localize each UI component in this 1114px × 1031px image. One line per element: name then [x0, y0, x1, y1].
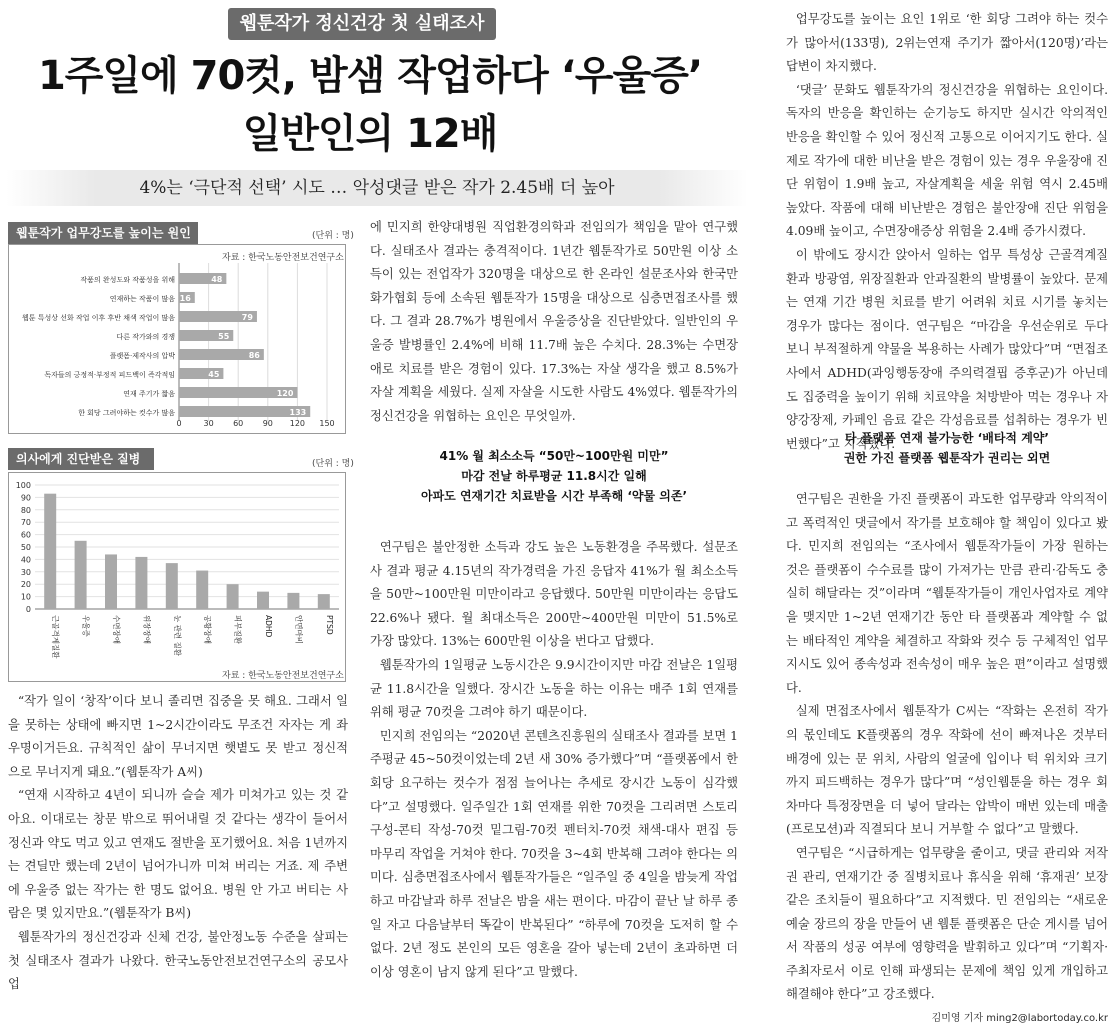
- column3-bottom-text: [786, 488, 1108, 1031]
- column2-top-text: [370, 216, 738, 428]
- chart2-category-label: 위장장애: [142, 615, 152, 644]
- chart1-unit: (단위 : 명): [312, 231, 354, 241]
- chart2-tick-label: 90: [20, 493, 31, 503]
- chart2-box: [8, 472, 346, 682]
- chart2-tick-label: 70: [20, 518, 31, 528]
- col3-paragraph: ‘댓글’ 문화도 웹툰작가의 정신건강을 위협하는 요인이다. 독자의 반응을 확인하는 순기능도 하지만 실시간 악의적인 반응을 확인할 수 있어 정신적 고통으로 이어지기도 한다. 실제로 작가에 대한 비난을 받은 경험이 있는 경우 우울장애 진단 위험이 1.9배 높고, 자살계획을 세울 위험 역시 2.45배 높았다. 작품에 대해 비난받은 경험은 불안장애 진단 위험을 4.09배 높이고, 수면장애증상 위험을 2.4배 증가시켰다.: [786, 82, 1108, 239]
- col3-paragraph: 업무강도를 높이는 요인 1위로 ‘한 회당 그려야 하는 컷수가 많아서(133명), 2위는연재 주기가 짧아서(120명)’라는 답변이 차지했다.: [786, 12, 1108, 74]
- chart1-category-label: 웹툰 특성상 선화 작업 이후 후반 채색 작업이 많음: [21, 314, 175, 322]
- chart2-tick-label: 40: [20, 555, 31, 565]
- chart2-bar: [166, 563, 178, 609]
- sidebox-line: 마감 전날 하루평균 11.8시간 일해: [461, 469, 647, 483]
- chart2-bar: [227, 584, 239, 609]
- chart2-tick-label: 0: [25, 605, 31, 614]
- col1-paragraph: 웹툰작가의 정신건강과 신체 건강, 불안정노동 수준을 살피는 첫 실태조사 결과가 나왔다. 한국노동안전보건연구소의 공모사업: [8, 929, 348, 992]
- chart2-tick-label: 50: [20, 543, 31, 552]
- chart1-value-label: 48: [211, 275, 223, 284]
- chart1-category-label: 한 회당 그려야하는 컷수가 많음: [78, 409, 175, 417]
- col2-paragraph: 에 민지희 한양대병원 직업환경의학과 전임의가 책임을 맡아 연구했다. 실태조사 결과는 충격적이다. 1년간 웹툰작가로 50만원 이상 소득이 있는 전업작가 320명을 대상으로 한 온라인 설문조사와 한국만화가협회 등에 소속된 웹툰작가 15명을 대상으로 심층면접조사를 했다. 그 결과 28.7%가 병원에서 우울증상을 진단받았다. 일반인의 우울증 발병률인 2.4%에 비해 11.7배 높은 수치다. 28.3%는 수면장애로 치료를 받은 경험이 있다. 17.3%는 자살 생각을 했고 8.5%가 자살 계획을 세웠다. 실제 자살을 시도한 사람도 4%였다. 웹툰작가의 정신건강을 위협하는 요인은 무엇일까.: [370, 220, 738, 423]
- chart2-bar: [257, 592, 269, 609]
- chart2-category-label: 안면마비: [294, 615, 304, 644]
- col3-paragraph: 연구팀은 “시급하게는 업무량을 줄이고, 댓글 관리와 저작권 관리, 연재기간 중 질병치료나 휴식을 위해 ‘휴재권’ 보장 같은 조치들이 필요하다”고 지적했다. 민 전임의는 “새로운 예술 장르의 장을 만들어 낸 웹툰 플랫폼은 단순 게시를 넘어서 작품의 성공 여부에 영향력을 발휘하고 있다”며 “기획자·주최자로서 이로 인해 파생되는 문제에 책임 있게 개입하고 해결해야 한다”고 강조했다.: [786, 845, 1108, 1002]
- chart2-tick-label: 20: [20, 580, 31, 590]
- chart1-category-label: 작품의 완성도와 작품성을 위해: [80, 276, 175, 284]
- chart1-category-label: 독자들의 긍정적·부정적 피드백이 즉각적임: [44, 371, 175, 379]
- chart1-box: [8, 244, 346, 434]
- chart1-category-label: 플랫폼·제작사의 압박: [109, 352, 175, 360]
- chart2-tick-label: 10: [20, 592, 31, 602]
- chart1-value-label: 45: [208, 370, 220, 379]
- sidebox2-line: 권한 가진 플랫폼 웹툰작가 권리는 외면: [843, 451, 1051, 465]
- column1-text: [8, 690, 348, 997]
- headline-line2: 일반인의 12배: [242, 111, 498, 157]
- col2-paragraph: 민지희 전임의는 “2020년 콘텐츠진흥원의 실태조사 결과를 보면 1주평균 45~50컷이었는데 2년 새 30% 증가했다”며 “플랫폼에서 한 회당 요구하는 컷수가 점점 늘어나는 추세로 장시간 노동이 심각했다”고 설명했다. 일주일간 1회 연재를 위한 70컷을 그리려면 스토리 구성-콘티 작성-70컷 밑그림-70컷 펜터치-70컷 채색-대사 편집 등 마무리 작업을 거쳐야 한다. 70컷을 3~4회 반복해 그려야 한다는 의미다. 심층면접조사에서 웹툰작가들은 “일주일 중 4일을 밤늦게 작업하고 마감날과 하루 전날은 밤을 새는 편이다. 마감이 끝난 날 하루 종일 자고 다음날부터 똑같이 반복된다” “하루에 70컷을 도저히 할 수 없다. 2년 정도 본인의 모든 영혼을 갈아 넣는데 2년이 초과하면 더 이상 영혼이 남지 않게 된다”고 말했다.: [370, 728, 738, 979]
- chart1-value-label: 120: [276, 389, 294, 398]
- column3-top-text: [786, 8, 1108, 456]
- chart2-bar: [75, 541, 87, 609]
- chart1-value-label: 16: [179, 294, 191, 303]
- col3-paragraph: 연구팀은 권한을 가진 플랫폼이 과도한 업무량과 악의적이고 폭력적인 댓글에서 작가를 보호해야 할 책임이 있다고 봤다. 민지희 전임의는 “조사에서 웹툰작가들이 가장 원하는 것은 플랫폼이 수수료를 많이 가져가는 만큼 관리·감독도 충실히 해달라는 것”이라며 “웹툰작가들이 개인사업자로 계약을 맺지만 1~2년 연재기간 동안 타 플랫폼과 계약할 수 없는 배타적인 계약을 체결하고 작화와 컷수 등 구체적인 업무지시도 있어 종속성과 전속성이 매우 높은 편”이라고 설명했다.: [786, 492, 1108, 695]
- chart1-title: 웹툰작가 업무강도를 높이는 원인: [8, 222, 198, 244]
- chart2-bar: [196, 571, 208, 609]
- sidebox-line: 아파도 연재기간 치료받을 시간 부족해 ‘약물 의존’: [420, 489, 688, 503]
- col2-paragraph: 연구팀은 불안정한 소득과 강도 높은 노동환경을 주목했다. 설문조사 결과 평균 4.15년의 작가경력을 가진 응답자 41%가 월 최소소득을 50만~100만원 미만이라고 응답했다. 50만원 미만이라는 응답도 22.6%나 됐다. 월 최대소득은 200만~400만원 미만이 51.5%로 가장 많았다. 13%는 600만원 이상을 번다고 답했다.: [370, 540, 738, 649]
- chart1-tick-label: 150: [319, 419, 335, 428]
- headline-line1: 1주일에 70컷, 밤샘 작업하다 ‘우울증’: [37, 53, 703, 99]
- sidebox-line: 41% 월 최소소득 “50만~100만원 미만”: [439, 449, 669, 463]
- sidebox2-line: 타 플랫폼 연재 불가능한 ‘배타적 계약’: [845, 431, 1049, 445]
- chart2-bar: [44, 494, 56, 609]
- chart1-value-label: 133: [289, 408, 307, 417]
- chart2-tick-label: 100: [15, 481, 31, 490]
- chart2-category-label: 수면장애: [112, 615, 121, 644]
- chart2-tick-label: 80: [20, 505, 31, 515]
- col3-paragraph: 실제 면접조사에서 웹툰작가 C씨는 “작화는 온전히 작가의 몫인데도 K플랫폼의 경우 작화에 선이 빠져나온 것부터 배경에 있는 문 위치, 사람의 얼굴에 입이나 턱 위치와 크기까지 피드백하는 경우가 많다”며 “성인웹툰을 하는 경우 회차마다 특정장면을 더 넣어 달라는 압박이 매번 있는데 매출(프로모션)과 직결되다 보니 거부할 수 없다”고 말했다.: [786, 704, 1108, 837]
- chart2-category-label: 근골격계질환: [51, 615, 61, 659]
- chart1-svg: [9, 245, 345, 433]
- kicker-label: 웹툰작가 정신건강 첫 실태조사: [228, 8, 496, 40]
- chart1-category-label: 연재하는 작품이 많음: [109, 295, 175, 303]
- byline: 김미영 기자 ming2@labortoday.co.kr: [931, 1013, 1108, 1025]
- chart1-tick-label: 30: [203, 419, 214, 428]
- chart2-category-label: PTSD: [324, 615, 334, 635]
- chart2-category-label: 우울증: [81, 615, 91, 637]
- chart2-category-label: 피부질환: [233, 615, 243, 644]
- chart2-tick-label: 60: [20, 530, 31, 540]
- chart2-bar: [287, 593, 299, 609]
- chart2-svg: [9, 473, 345, 681]
- chart1-tick-label: 120: [289, 419, 306, 428]
- chart2-category-label: 공황장애: [203, 615, 213, 644]
- chart1-category-label: 다른 작가와의 경쟁: [116, 333, 175, 341]
- column2-bottom-text: [370, 536, 738, 984]
- chart2-bar: [135, 557, 147, 609]
- chart1-tick-label: 90: [262, 419, 273, 428]
- chart2-category-label: 눈 관련 질환: [172, 615, 182, 656]
- chart2-unit: (단위 : 명): [312, 459, 354, 469]
- col1-paragraph: “연재 시작하고 4년이 되니까 슬슬 제가 미쳐가고 있는 것 같아요. 이대로는 창문 밖으로 뛰어내릴 것 같다는 생각이 들어서 정신과 약도 먹고 있고 연재도 절반을 포기했어요. 처음 1년까지는 견딜만 했는데 2년이 넘어가니까 미쳐 버리는 거죠. 제 주변에 우울증 없는 작가는 한 명도 없어요. 병원 안 가고 버티는 사람은 몇 있지만요.”(웹툰작가 B씨): [8, 788, 348, 921]
- chart1-tick-label: 60: [233, 419, 244, 428]
- sidebox2-subheading: [786, 428, 1108, 468]
- chart1-value-label: 55: [218, 332, 230, 341]
- chart2-tick-label: 30: [20, 567, 31, 577]
- chart1-value-label: 86: [248, 351, 260, 360]
- chart2-source: 자료 : 한국노동안전보건연구소: [222, 671, 344, 681]
- sidebox-subheading: [370, 446, 738, 506]
- chart2-title: 의사에게 진단받은 질병: [8, 448, 154, 470]
- chart2-bar: [318, 594, 330, 609]
- chart2-bar: [105, 554, 117, 609]
- col3-paragraph: 이 밖에도 장시간 앉아서 일하는 업무 특성상 근골격계질환과 방광염, 위장질환과 안과질환의 발병률이 높았다. 문제는 연재 기간 병원 치료를 받기 어려워 치료 시기를 놓치는 경우가 많다는 점이다. 연구팀은 “마감을 우선순위로 두다 보니 부적절하게 약물을 복용하는 사례가 많았다”며 “면접조사에서 ADHD(과잉행동장애 주의력결핍 증후군)가 아닌데도 집중력을 높이기 위해 치료약을 처방받아 먹는 경우나 자양강장제, 카페인 음료 같은 각성음료를 섭취하는 경우가 빈번했다”고 지적했다.: [786, 247, 1108, 451]
- chart1-source: 자료 : 한국노동안전보건연구소: [222, 253, 344, 263]
- col1-paragraph: “작가 일이 ‘창작’이다 보니 졸리면 집중을 못 해요. 그래서 일을 못하는 상태에 빠지면 1~2시간이라도 무조건 자자는 게 좌우명이거든요. 규칙적인 삶이 무너지면 햇볕도 못 받고 정신적으로 무너지게 돼요.”(웹툰작가 A씨): [8, 694, 348, 779]
- chart1-tick-label: 0: [176, 419, 182, 428]
- chart1-value-label: 79: [241, 313, 253, 322]
- subhead: 4%는 ‘극단적 선택’ 시도 … 악성댓글 받은 작가 2.45배 더 높아: [6, 170, 748, 206]
- col2-paragraph: 웹툰작가의 1일평균 노동시간은 9.9시간이지만 마감 전날은 1일평균 11.8시간을 일했다. 장시간 노동을 하는 이유는 매주 1회 연재를 위해 평균 70컷을 그려야 하기 때문이다.: [370, 657, 738, 720]
- chart2-category-label: ADHD: [264, 615, 273, 638]
- chart1-category-label: 연재 주기가 짧음: [123, 390, 175, 398]
